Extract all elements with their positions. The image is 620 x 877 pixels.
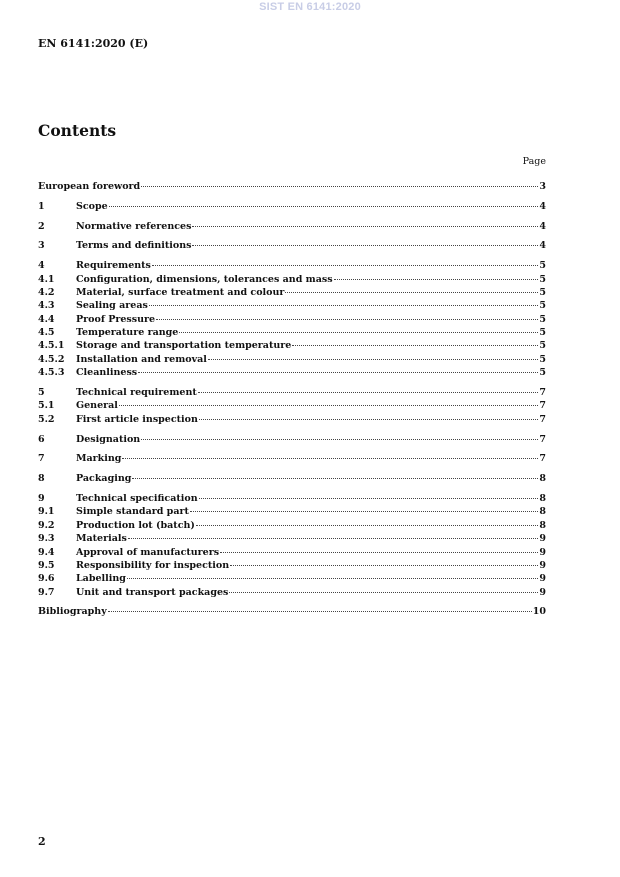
toc-entry[interactable] [38,339,546,352]
toc-entry-number: 5.2 [38,413,55,425]
toc-entry-title: Sealing areas [76,300,148,312]
toc-entry[interactable] [38,413,546,426]
toc-dot-leader [149,304,539,306]
toc-entry-title: Marking [76,453,122,465]
toc-entry-page: 9 [539,573,546,585]
toc-dot-leader [285,291,538,293]
toc-dot-leader [220,551,538,553]
toc-entry-number: 9.7 [38,586,55,598]
toc-entry[interactable] [38,326,546,339]
toc-entry[interactable] [38,519,546,532]
toc-entry-number: 9.3 [38,533,55,545]
toc-entry-page: 9 [539,533,546,545]
toc-entry-number: 4.5.3 [38,367,65,379]
toc-entry[interactable] [38,299,546,312]
toc-entry-page: 5 [539,286,546,298]
toc-entry-title: Normative references [76,220,192,232]
toc-dot-leader [141,438,538,440]
toc-entry-title: Configuration, dimensions, tolerances and mass [76,273,333,285]
toc-dot-leader [179,331,538,333]
toc-entry-page: 4 [539,200,546,212]
toc-entry[interactable] [38,273,546,286]
toc-dot-leader [334,278,539,280]
toc-dot-leader [119,404,538,406]
toc-dot-leader [192,225,538,227]
toc-dot-leader [229,591,538,593]
toc-entry[interactable] [38,492,546,505]
toc-entry-page: 4 [539,240,546,252]
toc-entry-title: Responsibility for inspection [76,559,230,571]
toc-entry-page: 7 [539,433,546,445]
toc-entry-title: Material, surface treatment and colour [76,286,285,298]
toc-entry[interactable] [38,586,546,599]
toc-entry-page: 5 [539,340,546,352]
toc-entry-title: Cleanliness [76,367,138,379]
toc-entry-title: General [76,400,118,412]
toc-dot-leader [292,344,538,346]
toc-entry-number: 9.1 [38,506,55,518]
toc-dot-leader [190,510,539,512]
toc-entry-number: 4.3 [38,300,55,312]
toc-entry-title: Proof Pressure [76,313,156,325]
toc-dot-leader [127,577,538,579]
toc-dot-leader [198,391,539,393]
toc-entry[interactable] [38,200,546,213]
toc-entry-number: 4.4 [38,313,55,325]
toc-entry[interactable] [38,180,546,193]
toc-dot-leader [208,358,538,360]
toc-entry-title: Labelling [76,573,126,585]
toc-entry-number: 8 [38,473,45,485]
toc-dot-leader [128,537,539,539]
table-of-contents [38,180,546,619]
toc-entry-page: 7 [539,413,546,425]
toc-entry-title: First article inspection [76,413,198,425]
toc-entry-page: 7 [539,387,546,399]
toc-entry-number: 9.4 [38,546,55,558]
toc-entry[interactable] [38,386,546,399]
toc-entry[interactable] [38,546,546,559]
toc-entry-number: 4.5.1 [38,340,65,352]
toc-entry[interactable] [38,559,546,572]
toc-entry[interactable] [38,452,546,465]
toc-entry-number: 4 [38,260,45,272]
toc-dot-leader [122,457,538,459]
page-column-label: Page [522,156,546,167]
toc-entry-number: 1 [38,200,45,212]
toc-entry-title: Storage and transportation temperature [76,340,292,352]
toc-entry[interactable] [38,572,546,585]
toc-dot-leader [199,497,539,499]
toc-entry[interactable] [38,366,546,379]
toc-entry-number: 7 [38,453,45,465]
toc-entry-page: 5 [539,327,546,339]
toc-entry-page: 7 [539,453,546,465]
toc-entry-number: 5.1 [38,400,55,412]
toc-entry-title: Simple standard part [76,506,189,518]
toc-entry-number: 2 [38,220,45,232]
toc-dot-leader [199,418,538,420]
toc-entry-page: 9 [539,559,546,571]
toc-entry[interactable] [38,220,546,233]
toc-entry[interactable] [38,399,546,412]
toc-entry-number: 4.5 [38,327,55,339]
toc-dot-leader [138,371,538,373]
toc-entry-page: 5 [539,313,546,325]
toc-entry-number: 3 [38,240,45,252]
toc-entry-number: 4.1 [38,273,55,285]
toc-entry-page: 5 [539,260,546,272]
toc-entry-page: 5 [539,273,546,285]
toc-dot-leader [152,264,538,266]
toc-entry-title: Materials [76,533,127,545]
toc-entry[interactable] [38,532,546,545]
toc-entry-title: Production lot (batch) [76,519,195,531]
toc-entry-page: 8 [539,519,546,531]
toc-entry-number: 9.2 [38,519,55,531]
toc-entry-page: 4 [539,220,546,232]
toc-dot-leader [192,244,538,246]
toc-entry-page: 3 [539,181,546,192]
toc-entry[interactable] [38,286,546,299]
toc-entry-number: 6 [38,433,45,445]
toc-dot-leader [109,205,539,207]
document-id: EN 6141:2020 (E) [38,37,149,50]
watermark: SIST EN 6141:2020 [259,1,361,13]
toc-entry-number: 9 [38,492,45,504]
toc-entry[interactable] [38,605,546,618]
toc-entry-number: 4.2 [38,286,55,298]
toc-entry[interactable] [38,313,546,326]
toc-entry-title: Scope [76,200,108,212]
toc-entry-page: 5 [539,367,546,379]
toc-entry-page: 5 [539,353,546,365]
toc-entry-title: Technical requirement [76,387,197,399]
toc-dot-leader [141,185,538,187]
toc-entry[interactable] [38,259,546,272]
toc-entry-title: Technical specification [76,492,198,504]
toc-dot-leader [132,477,538,479]
toc-entry-number: 4.5.2 [38,353,65,365]
toc-entry-page: 8 [539,473,546,485]
toc-entry-page: 9 [539,546,546,558]
toc-entry-page: 5 [539,300,546,312]
toc-entry-title: Approval of manufacturers [76,546,220,558]
toc-entry-title: Bibliography [38,606,107,618]
toc-entry-number: 5 [38,387,45,399]
toc-dot-leader [196,524,538,526]
toc-entry-title: Terms and definitions [76,240,192,252]
toc-entry[interactable] [38,505,546,518]
toc-entry-page: 10 [532,606,546,618]
toc-entry[interactable] [38,353,546,366]
toc-dot-leader [230,564,538,566]
toc-entry-page: 7 [539,400,546,412]
toc-entry-title: Installation and removal [76,353,207,365]
toc-entry-title: Temperature range [76,327,179,339]
toc-entry-title: Designation [76,433,141,445]
toc-entry[interactable] [38,472,546,485]
contents-title: Contents [38,121,117,140]
toc-entry-title: Packaging [76,473,132,485]
toc-dot-leader [108,610,532,612]
toc-entry-page: 8 [539,492,546,504]
toc-entry[interactable] [38,239,546,252]
toc-entry[interactable] [38,433,546,446]
toc-entry-page: 8 [539,506,546,518]
toc-entry-number: 9.5 [38,559,55,571]
toc-entry-title: European foreword [38,181,141,192]
toc-dot-leader [156,318,538,320]
toc-entry-number: 9.6 [38,573,55,585]
page-number: 2 [38,835,46,848]
toc-entry-page: 9 [539,586,546,598]
toc-entry-title: Unit and transport packages [76,586,229,598]
toc-entry-title: Requirements [76,260,151,272]
